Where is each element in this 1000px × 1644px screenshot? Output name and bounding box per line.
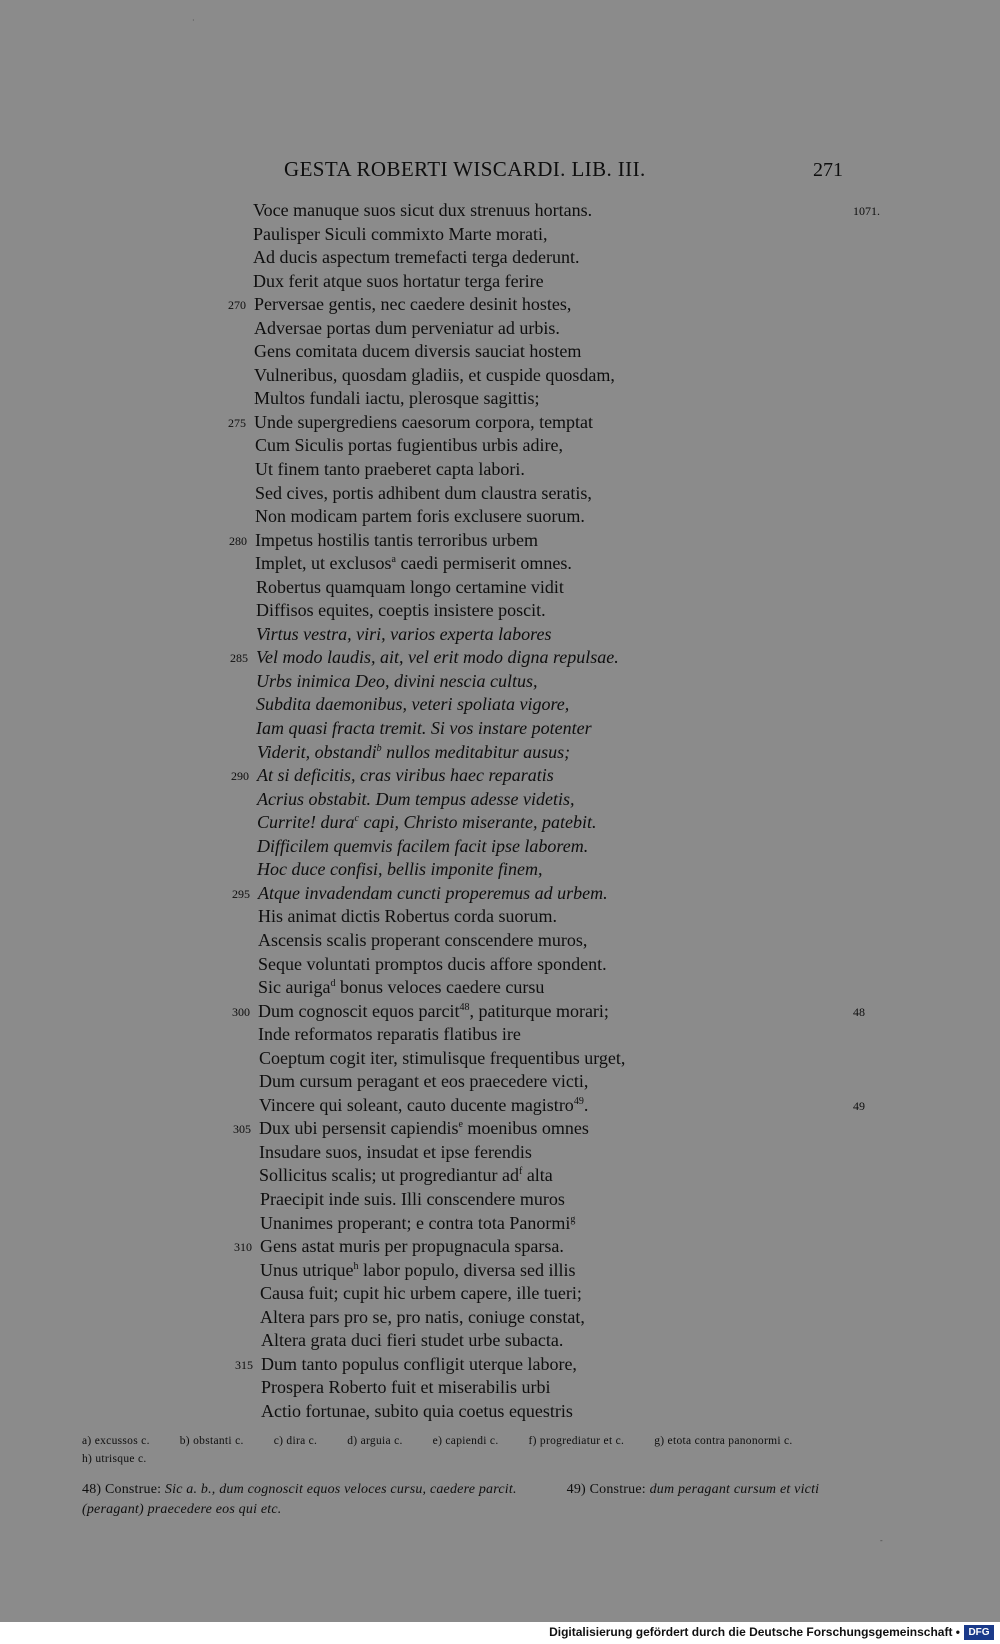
verse-segment: Vel modo laudis, ait, vel erit modo digna repulsae. (256, 647, 619, 668)
variant-apparatus (82, 1432, 862, 1468)
verse-line (0, 199, 1000, 223)
verse-line (0, 1259, 1000, 1283)
verse-text (256, 623, 551, 647)
variant-reading: f) progrediatur et c. (528, 1435, 625, 1447)
verse-text (257, 741, 570, 765)
verse-segment: At si deficitis, cras viribus haec reparatis (257, 765, 554, 786)
line-number: 290 (231, 769, 249, 784)
verse-line (0, 905, 1000, 929)
verse-line (0, 764, 1000, 788)
verse-text (260, 1282, 582, 1306)
footnote-marker: b (376, 742, 382, 754)
verse-segment: Gens comitata ducem diversis sauciat hostem (254, 341, 582, 362)
page-number: 271 (813, 159, 843, 181)
verse-line (0, 458, 1000, 482)
verse-segment: Viderit, obstandi (257, 741, 377, 762)
verse-text (261, 1376, 550, 1400)
verse-line (0, 293, 1000, 317)
verse-text (257, 764, 554, 788)
verse-text (257, 788, 574, 812)
verse-segment: Ascensis scalis properant conscendere muros, (258, 929, 588, 950)
verse-text (259, 1164, 553, 1188)
verse-segment: Causa fuit; cupit hic urbem capere, ille tueri; (260, 1283, 582, 1304)
verse-text (254, 387, 539, 411)
verse-segment: Virtus vestra, viri, varios experta labores (256, 623, 552, 644)
verse-text (253, 199, 592, 223)
verse-segment: Dum cursum peragant et eos praecedere victi, (259, 1071, 589, 1092)
verse-line (0, 1141, 1000, 1165)
verse-segment: Difficilem quemvis facilem facit ipse laborem. (257, 835, 589, 856)
verse-segment: Diffisos equites, coeptis insistere poscit. (256, 600, 546, 621)
verse-line (0, 246, 1000, 270)
verse-line (0, 317, 1000, 341)
verse-segment: Voce manuque suos sicut dux strenuus hortans. (253, 200, 593, 220)
verse-segment: Ut finem tanto praeberet capta labori. (255, 459, 525, 480)
verse-line (0, 623, 1000, 647)
verse-line (0, 953, 1000, 977)
verse-segment: Actio fortunae, subito quia coetus equestris (261, 1400, 573, 1421)
footnote-label: 49) Construe: (566, 1482, 650, 1497)
page-header (284, 157, 884, 187)
verse-text (254, 340, 581, 364)
verse-text (255, 529, 538, 553)
verse-segment: Prospera Roberto fuit et miserabilis urbi (261, 1377, 551, 1398)
verse-line (0, 1117, 1000, 1141)
line-number: 295 (232, 886, 250, 901)
verse-line (0, 364, 1000, 388)
footnote-marker: 48 (459, 1001, 470, 1013)
verse-text (255, 505, 585, 529)
verse-segment: Perversae gentis, nec caedere desinit hostes, (254, 294, 572, 315)
verse-segment: alta (522, 1165, 553, 1186)
variant-reading: e) capiendi c. (432, 1435, 499, 1447)
footer-bar (0, 1622, 1000, 1644)
verse-text (256, 693, 569, 717)
verse-line (0, 811, 1000, 835)
verse-line (0, 1094, 1000, 1118)
verse-text (258, 905, 557, 929)
verse-line (0, 599, 1000, 623)
verse-line (0, 1070, 1000, 1094)
running-title: GESTA ROBERTI WISCARDI. LIB. III. (284, 157, 646, 181)
verse-line (0, 223, 1000, 247)
verse-text (260, 1259, 575, 1283)
verse-line (0, 482, 1000, 506)
variant-reading: a) excussos c. (82, 1435, 150, 1447)
verse-line (0, 693, 1000, 717)
line-number: 315 (235, 1357, 253, 1372)
verse-line (0, 1282, 1000, 1306)
verse-line (0, 1164, 1000, 1188)
verse-segment: Dux ferit atque suos hortatur terga ferire (253, 270, 544, 291)
verse-line (0, 1329, 1000, 1353)
verse-text (261, 1329, 563, 1353)
verse-line (0, 1306, 1000, 1330)
verse-segment: Praecipit inde suis. Illi conscendere muros (260, 1188, 565, 1209)
line-number: 280 (229, 533, 247, 548)
verse-text (258, 953, 607, 977)
verse-text (259, 1141, 532, 1165)
verse-text (255, 552, 572, 576)
verse-segment: Subdita daemonibus, veteri spoliata vigore, (256, 694, 570, 715)
footnote (82, 1482, 517, 1497)
verse-text (260, 1212, 575, 1236)
verse-text (256, 670, 537, 694)
scan-speck: - (880, 1536, 883, 1545)
footnote-marker: d (330, 978, 336, 990)
verse-text (256, 599, 546, 623)
verse-line (0, 882, 1000, 906)
verse-line (0, 670, 1000, 694)
verse-text (260, 1188, 565, 1212)
verse-text (254, 364, 615, 388)
verse-text (254, 317, 560, 341)
verse-line (0, 1047, 1000, 1071)
verse-line (0, 411, 1000, 435)
verse-segment: . (583, 1094, 589, 1115)
verse-text (257, 811, 596, 835)
verse-segment: Acrius obstabit. Dum tempus adesse videtis, (257, 788, 575, 809)
footnote-label: 48) Construe: (82, 1482, 165, 1497)
verse-text (259, 1117, 589, 1141)
verse-segment: Sollicitus scalis; ut progrediantur ad (259, 1165, 519, 1186)
footnotes (82, 1480, 862, 1520)
verse-text (253, 223, 547, 247)
verse-segment: Sic auriga (258, 977, 331, 998)
verse-segment: caedi permiserit omnes. (395, 553, 572, 574)
line-number: 305 (233, 1122, 251, 1137)
poem-text (0, 199, 1000, 1423)
scan-speck: · (192, 16, 195, 25)
verse-line (0, 529, 1000, 553)
variant-reading: h) utrisque c. (82, 1453, 147, 1465)
verse-segment: Impetus hostilis tantis terroribus urbem (255, 529, 538, 550)
verse-segment: Altera pars pro se, pro natis, coniuge constat, (260, 1306, 585, 1327)
footnote-marker: f (518, 1166, 523, 1178)
margin-note: 49 (853, 1098, 865, 1113)
footnote-text: dum peragant cursum et victi (peragant) praecedere eos qui etc. (82, 1482, 820, 1517)
verse-segment: Insudare suos, insudat et ipse ferendis (259, 1141, 532, 1162)
verse-segment: His animat dictis Robertus corda suorum. (258, 906, 557, 927)
verse-segment: Seque voluntati promptos ducis affore spondent. (258, 953, 607, 974)
verse-segment: Unde supergrediens caesorum corpora, temptat (254, 411, 594, 432)
verse-segment: Coeptum cogit iter, stimulisque frequentibus urget, (259, 1047, 626, 1068)
verse-text (259, 1047, 625, 1071)
verse-text (260, 1235, 564, 1259)
verse-segment: Paulisper Siculi commixto Marte morati, (253, 223, 548, 244)
verse-segment: Unus utrique (260, 1259, 354, 1280)
verse-segment: Dux ubi persensit capiendis (259, 1118, 459, 1139)
verse-segment: Ad ducis aspectum tremefacti terga dederunt. (253, 247, 580, 268)
verse-segment: Robertus quamquam longo certamine vidit (256, 576, 564, 597)
verse-line (0, 646, 1000, 670)
verse-line (0, 552, 1000, 576)
verse-text (258, 976, 544, 1000)
verse-line (0, 1023, 1000, 1047)
verse-segment: Dum cognoscit equos parcit (258, 1000, 460, 1021)
verse-text (259, 1094, 588, 1118)
verse-segment: Gens astat muris per propugnacula sparsa. (260, 1236, 564, 1257)
verse-segment: Non modicam partem foris exclusere suorum. (255, 506, 585, 527)
verse-segment: bonus veloces caedere cursu (335, 977, 545, 998)
line-number: 275 (228, 415, 246, 430)
verse-text (260, 1306, 585, 1330)
verse-line (0, 929, 1000, 953)
verse-line (0, 717, 1000, 741)
verse-segment: Altera grata duci fieri studet urbe subacta. (261, 1330, 564, 1351)
variant-reading: d) arguia c. (347, 1435, 403, 1447)
line-number: 300 (232, 1004, 250, 1019)
verse-text (257, 858, 542, 882)
verse-line (0, 1188, 1000, 1212)
verse-text (257, 835, 588, 859)
verse-segment: nullos meditabitur ausus; (381, 741, 571, 762)
verse-segment: Vulneribus, quosdam gladiis, et cuspide quosdam, (254, 364, 615, 385)
verse-text (258, 882, 608, 906)
variant-reading: g) etota contra panonormi c. (654, 1435, 793, 1447)
verse-segment: , patiturque morari; (469, 1000, 609, 1021)
margin-note: 48 (853, 1004, 865, 1019)
verse-line (0, 1353, 1000, 1377)
dfg-logo-icon: DFG (964, 1625, 994, 1640)
verse-text (255, 434, 563, 458)
verse-line (0, 1235, 1000, 1259)
verse-segment: Currite! dura (257, 812, 355, 833)
verse-segment: Inde reformatos reparatis flatibus ire (258, 1024, 521, 1045)
margin-note: 1071. (853, 204, 880, 218)
verse-segment: Sed cives, portis adhibent dum claustra seratis, (255, 482, 592, 503)
line-number: 270 (228, 298, 246, 313)
verse-line (0, 835, 1000, 859)
verse-segment: Atque invadendam cuncti properemus ad urbem. (258, 882, 608, 903)
verse-segment: Implet, ut exclusos (255, 553, 392, 574)
verse-segment: Adversae portas dum perveniatur ad urbis. (254, 317, 560, 338)
verse-line (0, 1376, 1000, 1400)
verse-line (0, 387, 1000, 411)
verse-text (258, 929, 587, 953)
verse-segment: Vincere qui soleant, cauto ducente magistro (259, 1094, 574, 1115)
footnote-marker: e (458, 1119, 463, 1131)
footnote-marker: 49 (573, 1095, 584, 1107)
verse-line (0, 858, 1000, 882)
verse-line (0, 1000, 1000, 1024)
variant-reading: b) obstanti c. (179, 1435, 244, 1447)
verse-segment: Cum Siculis portas fugientibus urbis adire, (255, 435, 563, 456)
verse-text (255, 458, 525, 482)
verse-text (253, 270, 544, 294)
verse-text (254, 293, 571, 317)
verse-text (254, 411, 593, 435)
verse-text (258, 1000, 609, 1024)
dfg-credit: Digitalisierung gefördert durch die Deutsche Forschungsgemeinschaft • (549, 1625, 960, 1639)
footnote-marker: a (391, 554, 396, 566)
verse-text (261, 1400, 573, 1424)
verse-text (256, 576, 564, 600)
verse-segment: Unanimes properant; e contra tota Panormi (260, 1212, 571, 1233)
verse-segment: moenibus omnes (462, 1118, 589, 1139)
verse-segment: Urbs inimica Deo, divini nescia cultus, (256, 670, 538, 691)
footnote-marker: h (353, 1260, 359, 1272)
verse-line (0, 1212, 1000, 1236)
line-number: 310 (234, 1240, 252, 1255)
verse-line (0, 788, 1000, 812)
verse-segment: labor populo, diversa sed illis (358, 1259, 576, 1280)
verse-line (0, 976, 1000, 1000)
verse-segment: Iam quasi fracta tremit. Si vos instare potenter (256, 718, 592, 739)
verse-text (259, 1070, 588, 1094)
verse-segment: Multos fundali iactu, plerosque sagittis; (254, 388, 540, 409)
verse-text (253, 246, 580, 270)
verse-text (256, 646, 619, 670)
verse-line (0, 340, 1000, 364)
verse-text (255, 482, 592, 506)
line-number: 285 (230, 651, 248, 666)
footnote-marker: g (570, 1213, 576, 1225)
verse-segment: capi, Christo miserante, patebit. (358, 812, 597, 833)
verse-segment: Dum tanto populus confligit uterque labore, (261, 1353, 577, 1374)
verse-line (0, 270, 1000, 294)
verse-line (0, 434, 1000, 458)
footnote-text: Sic a. b., dum cognoscit equos veloces cursu, caedere parcit. (164, 1482, 517, 1497)
variant-reading: c) dira c. (273, 1435, 318, 1447)
verse-text (261, 1353, 577, 1377)
verse-text (256, 717, 592, 741)
verse-text (258, 1023, 521, 1047)
verse-line (0, 1400, 1000, 1424)
verse-segment: Hoc duce confisi, bellis imponite finem, (257, 859, 543, 880)
verse-line (0, 741, 1000, 765)
footnote-marker: c (354, 813, 359, 825)
verse-line (0, 505, 1000, 529)
verse-line (0, 576, 1000, 600)
